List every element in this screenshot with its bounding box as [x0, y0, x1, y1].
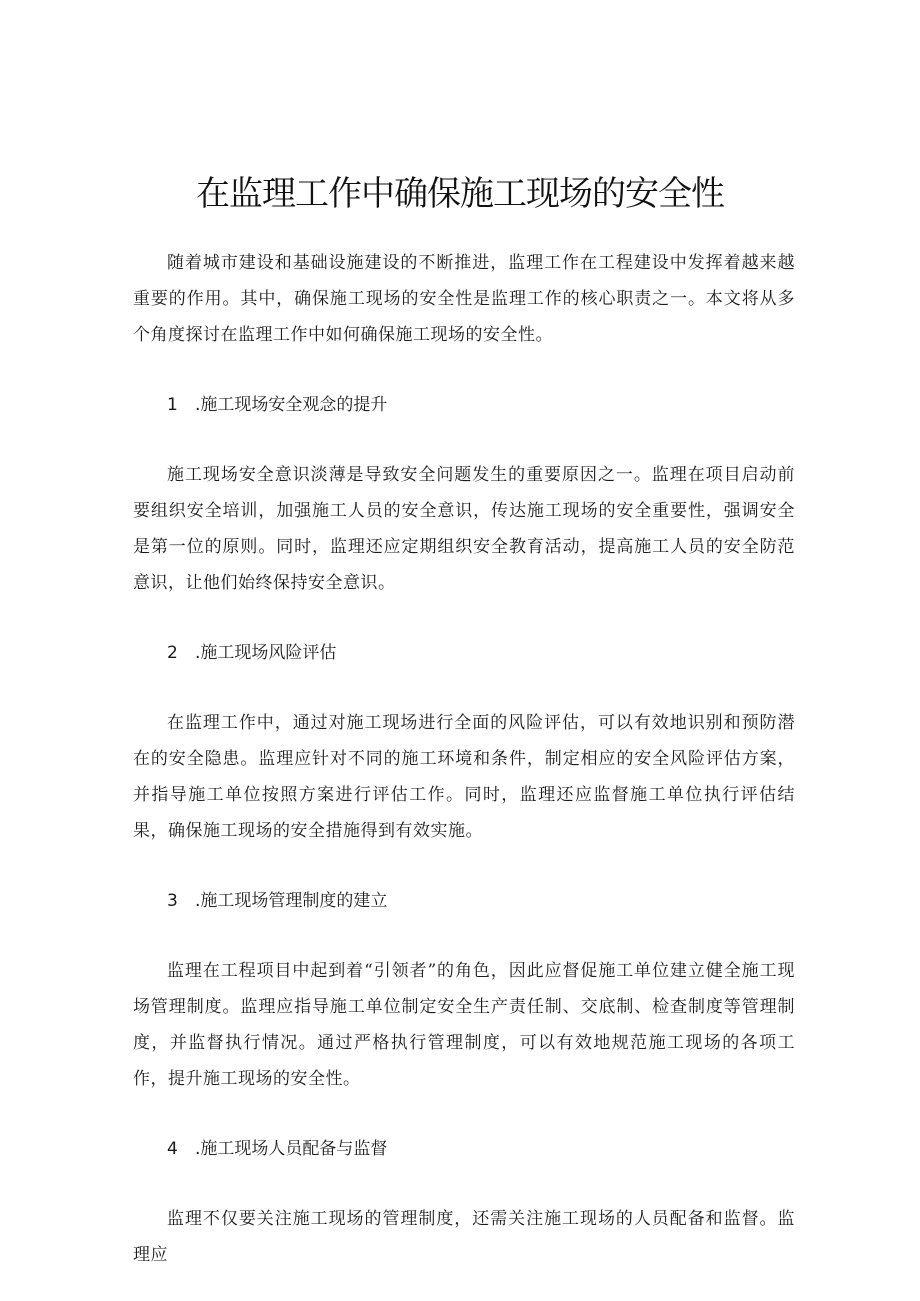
section-2-paragraph: 在监理工作中，通过对施工现场进行全面的风险评估，可以有效地识别和预防潜在的安全隐患。监理应针对不同的施工环境和条件，制定相应的安全风险评估方案，并指导施工单位按照方案进行评估工作。同时，监理还应监督施工单位执行评估结果，确保施工现场的安全措施得到有效实施。 — [133, 713, 795, 841]
section-3-heading — [133, 883, 795, 919]
section-1-title: .施工现场安全观念的提升 — [195, 395, 388, 415]
section-3-paragraph: 监理在工程项目中起到着“引领者”的角色，因此应督促施工单位建立健全施工现场管理制度。监理应指导施工单位制定安全生产责任制、交底制、检查制度等管理制度，并监督执行情况。通过严格执行管理制度，可以有效地规范施工现场的各项工作，提升施工现场的安全性。 — [133, 961, 795, 1089]
section-1-number: 1 — [167, 395, 178, 415]
section-4-paragraph: 监理不仅要关注施工现场的管理制度，还需关注施工现场的人员配备和监督。监理应 — [133, 1209, 795, 1265]
section-3-number: 3 — [167, 891, 178, 911]
section-4-number: 4 — [167, 1139, 178, 1159]
intro-paragraph: 随着城市建设和基础设施建设的不断推进，监理工作在工程建设中发挥着越来越重要的作用。其中，确保施工现场的安全性是监理工作的核心职责之一。本文将从多个角度探讨在监理工作中如何确保施工现场的安全性。 — [133, 253, 795, 345]
section-4-title: .施工现场人员配备与监督 — [195, 1139, 388, 1159]
section-1-paragraph: 施工现场安全意识淡薄是导致安全问题发生的重要原因之一。监理在项目启动前要组织安全培训，加强施工人员的安全意识，传达施工现场的安全重要性，强调安全是第一位的原则。同时，监理还应定期组织安全教育活动，提高施工人员的安全防范意识，让他们始终保持安全意识。 — [133, 465, 795, 593]
section-1-heading — [133, 387, 795, 423]
section-2-title: .施工现场风险评估 — [195, 643, 337, 663]
section-2-number: 2 — [167, 643, 178, 663]
document-body — [133, 245, 795, 1273]
section-4-heading — [133, 1131, 795, 1167]
section-3-title: .施工现场管理制度的建立 — [195, 891, 388, 911]
section-2-heading — [133, 635, 795, 671]
document-title: 在监理工作中确保施工现场的安全性 — [196, 174, 724, 214]
